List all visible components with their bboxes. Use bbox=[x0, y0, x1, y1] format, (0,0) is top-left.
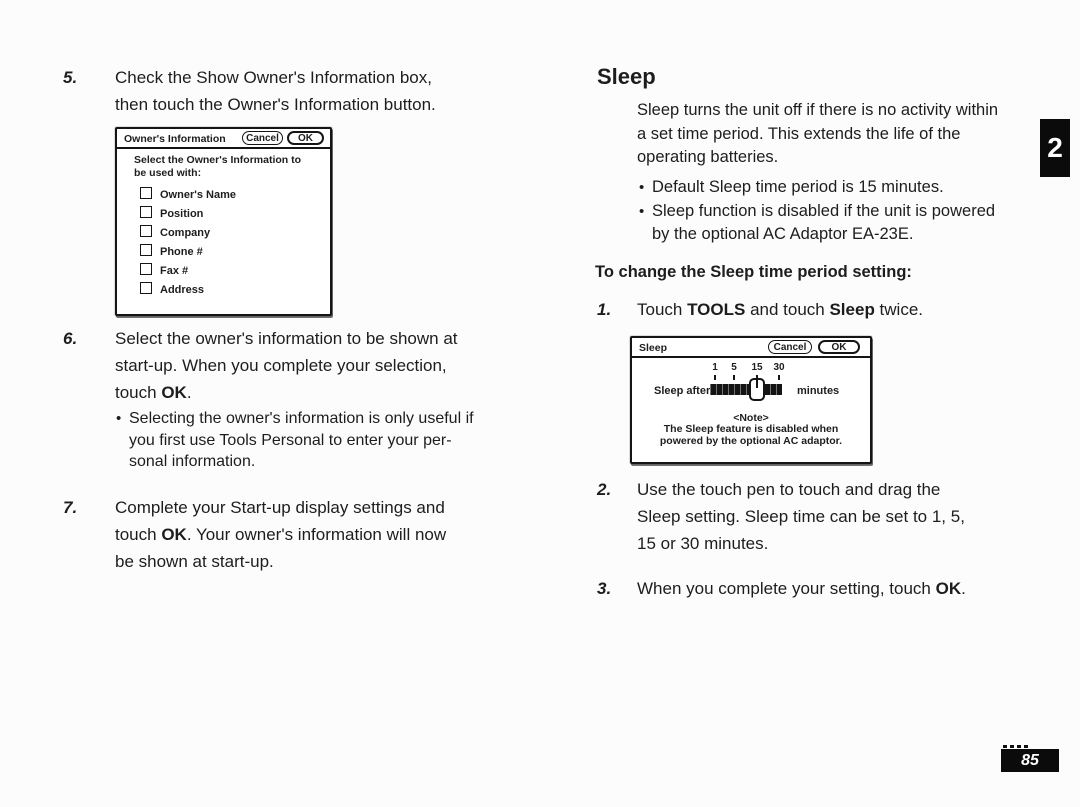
titlebar-divider bbox=[632, 356, 870, 358]
checkbox-icon bbox=[140, 282, 152, 294]
owners-dialog-titlebar bbox=[117, 129, 330, 147]
option-address bbox=[140, 282, 330, 294]
chapter-tab: 2 bbox=[1040, 119, 1070, 177]
note-text: The Sleep feature is disabled when powered by the optional AC adaptor. bbox=[659, 423, 843, 447]
option-label: Position bbox=[160, 208, 204, 220]
step-7-text: Complete your Start-up display settings and touch OK. Your owner's information will now be shown at start-up. bbox=[115, 498, 447, 571]
step-7-number: 7. bbox=[63, 498, 78, 517]
step-3-text: When you complete your setting, touch OK. bbox=[637, 579, 966, 598]
checkbox-icon bbox=[140, 225, 152, 237]
option-fax bbox=[140, 263, 330, 275]
owners-dialog-prompt: Select the Owner's Information to be used with: bbox=[134, 154, 302, 179]
step-6-text bbox=[115, 325, 533, 473]
step-5-number: 5. bbox=[63, 68, 78, 87]
tick-label-15: 15 bbox=[751, 362, 763, 373]
step-1-text: Touch TOOLS and touch Sleep twice. bbox=[637, 300, 924, 319]
step-6-note: • Selecting the owner's information is only useful if you first use Tools Personal to enter your per- sonal information. bbox=[115, 408, 533, 473]
note-heading: <Note> bbox=[733, 412, 769, 424]
step-5 bbox=[63, 64, 533, 118]
step-6-number: 6. bbox=[63, 329, 78, 348]
slider-tick bbox=[778, 375, 780, 380]
step-1-number: 1. bbox=[597, 300, 612, 319]
slider-label-right: minutes bbox=[797, 385, 840, 397]
bullet-default-sleep: • Default Sleep time period is 15 minutes. bbox=[639, 176, 995, 200]
cancel-button: Cancel bbox=[242, 131, 283, 145]
option-label: Owner's Name bbox=[160, 189, 236, 201]
sleep-bullets bbox=[639, 176, 995, 247]
cancel-button: Cancel bbox=[768, 340, 812, 354]
sleep-intro: Sleep turns the unit off if there is no activity within a set time period. This extends the life of the operating batteries. bbox=[637, 101, 999, 166]
checkbox-icon bbox=[140, 206, 152, 218]
slider-label-left: Sleep after bbox=[654, 385, 711, 397]
page-number: 85 bbox=[1001, 749, 1059, 772]
slider-tick bbox=[714, 375, 716, 380]
checkbox-icon bbox=[140, 263, 152, 275]
sleep-slider-handle bbox=[749, 378, 765, 401]
step-1 bbox=[597, 296, 1057, 323]
option-label: Fax # bbox=[160, 265, 189, 277]
option-label: Company bbox=[160, 227, 211, 239]
step-6 bbox=[63, 325, 533, 473]
step-5-text: Check the Show Owner's Information box, then touch the Owner's Information button. bbox=[115, 68, 436, 114]
option-label: Address bbox=[160, 284, 205, 296]
sleep-dialog-title: Sleep bbox=[639, 342, 668, 354]
checkbox-icon bbox=[140, 244, 152, 256]
tick-label-1: 1 bbox=[712, 362, 718, 373]
option-position bbox=[140, 206, 330, 218]
option-label: Phone # bbox=[160, 246, 203, 258]
step-2-text: Use the touch pen to touch and drag the Sleep setting. Sleep time can be set to 1, 5, 15 or 30 minutes. bbox=[637, 480, 965, 553]
owners-dialog-title: Owner's Information bbox=[124, 133, 226, 145]
step-7 bbox=[63, 494, 533, 575]
page-number-tick-marks bbox=[1003, 745, 1029, 748]
section-heading-sleep: Sleep bbox=[597, 64, 656, 89]
owners-information-dialog bbox=[115, 127, 332, 316]
tick-label-30: 30 bbox=[773, 362, 785, 373]
option-phone bbox=[140, 244, 330, 256]
option-owners-name bbox=[140, 187, 330, 199]
step-3 bbox=[597, 575, 1057, 602]
owners-dialog-options bbox=[117, 187, 330, 294]
sleep-dialog bbox=[630, 336, 872, 464]
bullet-sleep-disabled: • Sleep function is disabled if the unit is powered by the optional AC Adaptor EA-23E. bbox=[639, 200, 995, 247]
ok-button: OK bbox=[287, 131, 324, 145]
sleep-slider-track bbox=[710, 384, 782, 395]
procedure-subheading: To change the Sleep time period setting: bbox=[595, 263, 912, 281]
option-company bbox=[140, 225, 330, 237]
titlebar-divider bbox=[117, 147, 330, 149]
ok-button: OK bbox=[818, 340, 860, 354]
step-6-main-text: Select the owner's information to be shown at start-up. When you complete your selection, touch OK. bbox=[115, 329, 458, 402]
sleep-dialog-titlebar bbox=[632, 338, 870, 356]
step-3-number: 3. bbox=[597, 579, 612, 598]
slider-tick bbox=[733, 375, 735, 380]
step-2 bbox=[597, 476, 1057, 557]
tick-label-5: 5 bbox=[731, 362, 737, 373]
step-2-number: 2. bbox=[597, 480, 612, 499]
checkbox-icon bbox=[140, 187, 152, 199]
